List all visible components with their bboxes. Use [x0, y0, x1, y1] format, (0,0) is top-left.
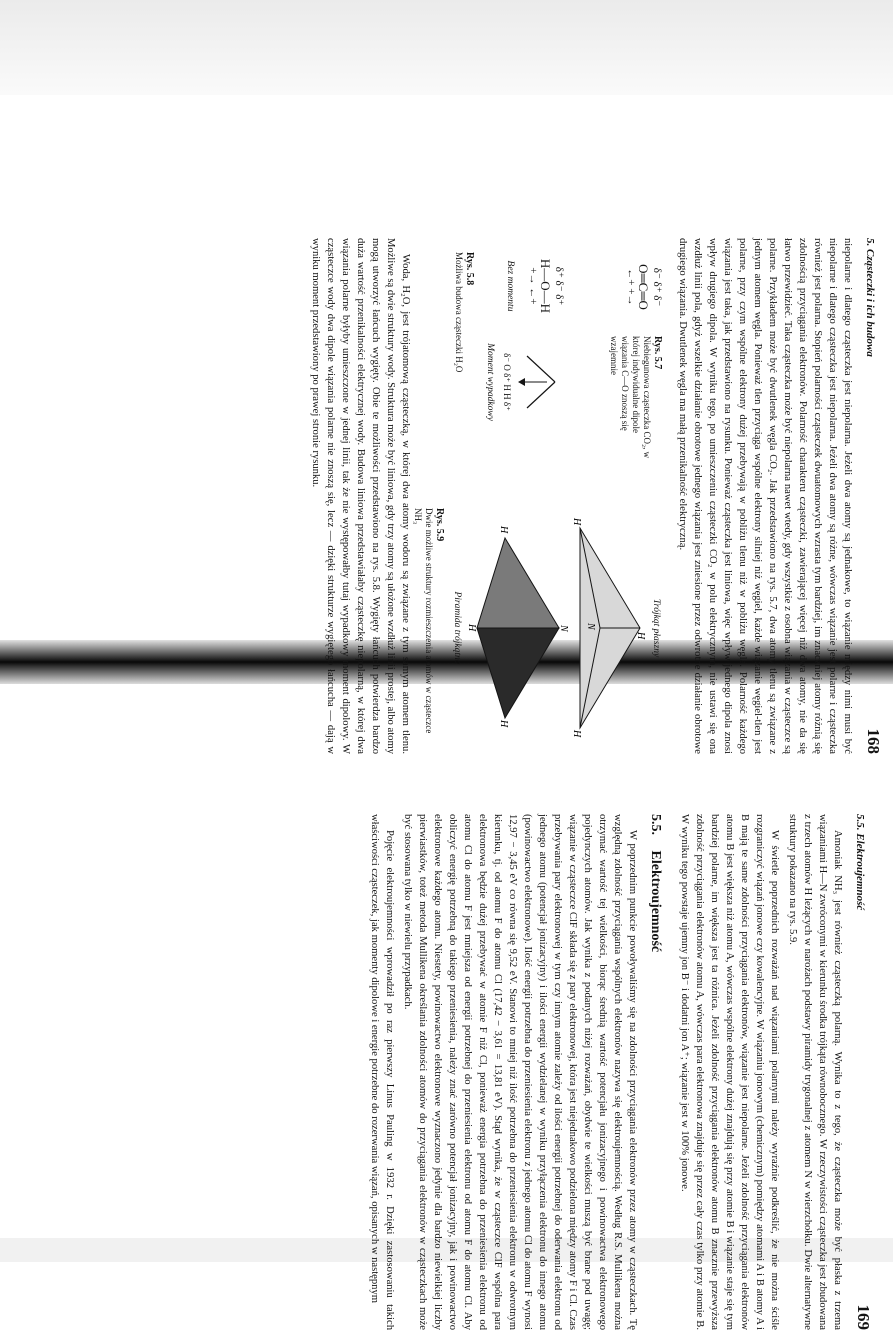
running-head: 5.5. Elektroujemność: [852, 814, 867, 910]
figure-5-7-title: Rys. 5.7: [652, 336, 663, 466]
h2o-bent-charges: δ⁻ O δ⁺ H H δ⁺: [500, 342, 513, 422]
pyramid-atom-h: H: [498, 719, 509, 728]
section-title: Elektroujemność: [648, 851, 663, 953]
nh3-pyramid-label: Piramida trójkątna: [449, 508, 464, 748]
o-h-bond-right: [527, 382, 555, 408]
co2-formula: O═C═O: [637, 252, 650, 322]
body-paragraph: Woda, H₂O, jest trójatomową cząsteczką, w której dwa atomy wodoru są związane z tym samym atomem tlenu. Możliwe są dwie struktury wody. Struktura może być liniowa, gdy trzy atomy są ułożone wzdłuż linii prostej, albo atomy mogą utworzyć łańcuch wygięty. Obie te możliwości przedstawiono na rys. 5.8. Wygięty łańcuch potwierdza bardzo duża wartość przenikalności elektrycznej wody. Budowa liniowa przedstawiałaby cząsteczkę niepolarną, w której dwa wiązania polarne byłyby umieszczone w jednej linii, tak że nie występowałby tutaj wypadkowy moment dipolowy. W cząsteczce wody dwa dipole wiązania polarne nie znoszą się, lecz — dzięki strukturze wygiętego łańcucha — dają w wyniku moment przedstawiony po prawej stronie rysunku.: [308, 238, 413, 754]
page-number: 169: [856, 1305, 871, 1330]
body-paragraph: niepolarne i dlatego cząsteczka jest niepolarna. Jeżeli dwa atomy są jednakowe, to wiązanie między nimi musi być niepolarne i dlatego cząsteczka jest niepolarna. Jeżeli dwa atomy są różne, wówczas wiązanie jest polarne i cząsteczka również jest polarna. Stopień polarności cząsteczek dwuatomowych wzrasta tym bardziej, im znaczniej atomy różnią się zdolnością przyciągania elektronów. Polarność charakteru cząsteczki, zawierającej więcej niż dwa atomy, nie da się łatwo przewidzieć. Taka cząsteczka może być niepolarna nawet wtedy, gdy wszystkie z osobna wiązania w cząsteczce są polarne. Przykładem może być dwutlenek węgla CO₂. Jak przedstawiono na rys. 5.7, dwa atomy tlenu są związane z jednym atomem węgla. Ponieważ tlen przyciąga wspólne elektrony silniej niż węgiel, każde wiązanie węgiel-tlen jest polarne, przy czym wspólne elektrony dużej przebywają w pobliżu tlenu niż w pobliżu węgla. Polarność każdego wiązania jest taka, jak przedstawiono na rysunku. Ponieważ cząsteczka jest liniowa, więc wpływ jednego dipola znosi wpływ drugiego dipola. W wyniku tego, po umieszczeniu cząsteczki CO₂ w polu elektrycznym, nie ustawi się ona wzdłuż linii pola, gdyż wszelkie działanie obrotowe jednego wiązania jest zniesione przez odwrotne działanie obrotowe drugiego wiązania. Dwutlenek węgla ma małą przenikalność elektryczną.: [675, 238, 855, 754]
nh3-planar-diagram: [570, 508, 648, 748]
figures-block: [423, 238, 663, 754]
figure-5-7: [608, 252, 663, 472]
nh3-pyramid-diagram: [469, 508, 565, 748]
h2o-bent-label: Moment wypadkowy: [483, 342, 496, 422]
pyramid-atom-n: N: [558, 624, 569, 633]
h2o-linear-charges: δ⁺ δ⁻ δ⁺: [552, 252, 565, 320]
pyramid-face-right: [477, 628, 559, 718]
co2-charges: δ⁻ δ⁺ δ⁻: [650, 252, 663, 322]
h2o-linear-label: Bez momentu: [503, 252, 516, 320]
figure-5-8: [453, 252, 565, 472]
nh3-planar-label: Trójkąt płaszny: [648, 508, 663, 748]
body-paragraph: Amoniak NH₃ jest również cząsteczką polarną. Wynika to z tego, że cząsteczka może być płaska z trzema wiązaniami H—N zwróconymi w kierunku środka trójkąta równobocznego. W rzeczywistości cząsteczka jest zbudowana z trzech atomów H leżących w narożach podstawy piramidy trygonalnej z atomem N w wierzchołku. Dwie alternatywne struktury pokazano na rys. 5.9.: [785, 814, 845, 1330]
page-header: [845, 814, 871, 1330]
figure-5-9-title: Rys. 5.9: [434, 508, 445, 748]
scan-margin-top: [0, 0, 893, 95]
pyramid-face-left: [477, 538, 559, 628]
body-paragraph: W świetle poprzednich rozważań nad wiązaniami polarnymi należy wyraźnie podkreślić, że nie można ściśle rozgraniczyć wiązań jonowe czy kowalencyjne. W wiązaniu jonowym (chemicznym) pomiędzy atomami A i B atomy A i B mają te same zdolności przyciągania elektronów, wiązanie jest niepolarne. Jeżeli zdolność przyciągania elektronów atomu B jest większa niż atomu A, wówczas wspólne elektrony dużej znajdują się przy atomie B i wiązanie staje się tym bardziej polarne, im większa jest ta różnica. Jeżeli zdolność przyciągania elektronów atomu B znacznie przewyższa zdolność przyciągania elektronów atomu A, wówczas para elektronowa znajduje się przez cały czas tylko przy atomie B. W wyniku tego powstaje ujemny jon B⁻ i dodatni jon A⁺; wiązanie jest w 100% jonowe.: [677, 814, 782, 1330]
running-head: 5. Cząsteczki i ich budowa: [862, 238, 877, 357]
figure-5-9: [412, 508, 663, 748]
h2o-linear-arrows: +→ ←+: [526, 252, 539, 320]
co2-dipole-arrows: ←+ +→: [624, 252, 637, 322]
figure-5-7-caption: Niebiegunowa cząsteczka CO₂, w której indywidualne dipole wiązania C—O znoszą się wzajemnie: [609, 336, 652, 458]
h2o-linear-formula: H—O—H: [539, 252, 552, 320]
body-paragraph: W poprzednim punkcie powoływaliśmy się na zdolności przyciągania elektronów przez atomy w cząsteczkach. Tę względną zdolność przyciągania wspólnych elektronów nazywa się elektroujemnością. Według R.S. Mullikena można otrzymać wartość tej wielkości, biorąc średnią wartość potencjału jonizacyjnego i powinowactwa elektronowego pojedynczych atomów. Jak wynika z podanych niżej rozważań, obydwie te wielkości muszą być brane pod uwagę; wiązanie w cząsteczce ClF składa się z pary elektronowej, która jest niejednakowo podzielona między atomy F i Cl. Czas przebywania pary elektronowej w tym czy innym atomie zależy od ilości energii potrzebnej do oderwania elektronu od jednego atomu (potencjał jonizacyjny) i ilości energii wydzielanej w wyniku przyłączenia elektronu do innego atomu (powinowactwo elektronowe). Ilość energii potrzebna do przeniesienia elektronu z jednego atomu Cl do atomu F wynosi 12,97 − 3,45 eV co równa się 9,52 eV. Stanowi to mniej niż ilość potrzebna do przeniesienia elektronu w odwrotnym kierunku, tj. od atomu F do atomu Cl (17,42 − 3,61 = 13,81 eV). Stąd wynika, że w cząsteczce ClF wspólna para elektronowa będzie dużej przebywać w atomie F niż Cl, ponieważ energia potrzebna do przeniesienia elektronu od atomu Cl do atomu F jest mniejsza od energii potrzebnej do przeniesienia elektronu od atomu F do atomu Cl. Aby obliczyć energię potrzebną do takiego przeniesienia, należy znać zarówno potencjał jonizacyjny, jak i powinowactwo elektronowe każdego atomu. Niestety, powinowactwo elektronowe wyznaczono jedynie dla bardzo niewielkiej liczby pierwiastków, toteż metoda Mullikena określania zdolności atomów do przyciągania elektronów w cząsteczkach może być stosowana tylko w niewielu przypadkach.: [400, 814, 640, 1330]
pyramid-atom-h: H: [498, 525, 509, 534]
page-168: [113, 238, 881, 754]
figure-5-8-caption-block: [453, 252, 475, 472]
section-number: 5.5.: [648, 814, 663, 835]
page-header: [855, 238, 881, 754]
figure-5-9-caption: Dwie możliwe struktury rozmieszczenia atomów w cząsteczce NH₃: [413, 508, 434, 733]
section-heading: [648, 814, 663, 1330]
planar-atom-h: H: [635, 631, 646, 640]
planar-atom-h: H: [571, 729, 582, 738]
figure-5-8-caption: Możliwa budowa cząsteczki H₂O: [454, 252, 464, 372]
resultant-arrowhead: [518, 378, 525, 386]
h2o-bent-diagram: [517, 342, 565, 422]
page-number: 168: [866, 729, 881, 755]
planar-atom-n: N: [585, 622, 596, 631]
figure-5-9-caption-block: [412, 508, 445, 748]
page-169: [103, 814, 871, 1330]
figure-5-7-caption-block: [608, 336, 663, 466]
planar-atom-h: H: [571, 517, 582, 526]
pyramid-atom-h: H: [466, 623, 477, 632]
figure-5-8-title: Rys. 5.8: [464, 252, 475, 472]
o-h-bond-left: [527, 356, 555, 382]
body-paragraph: Pojęcie elektroujemności wprowadził po raz pierwszy Linus Pauling w 1932 r. Dzięki zastosowaniu takich właściwości cząsteczek, jak momenty dipolowe i energie potrzebne do rozerwania wiązań, opisanych w następnym: [367, 814, 397, 1330]
